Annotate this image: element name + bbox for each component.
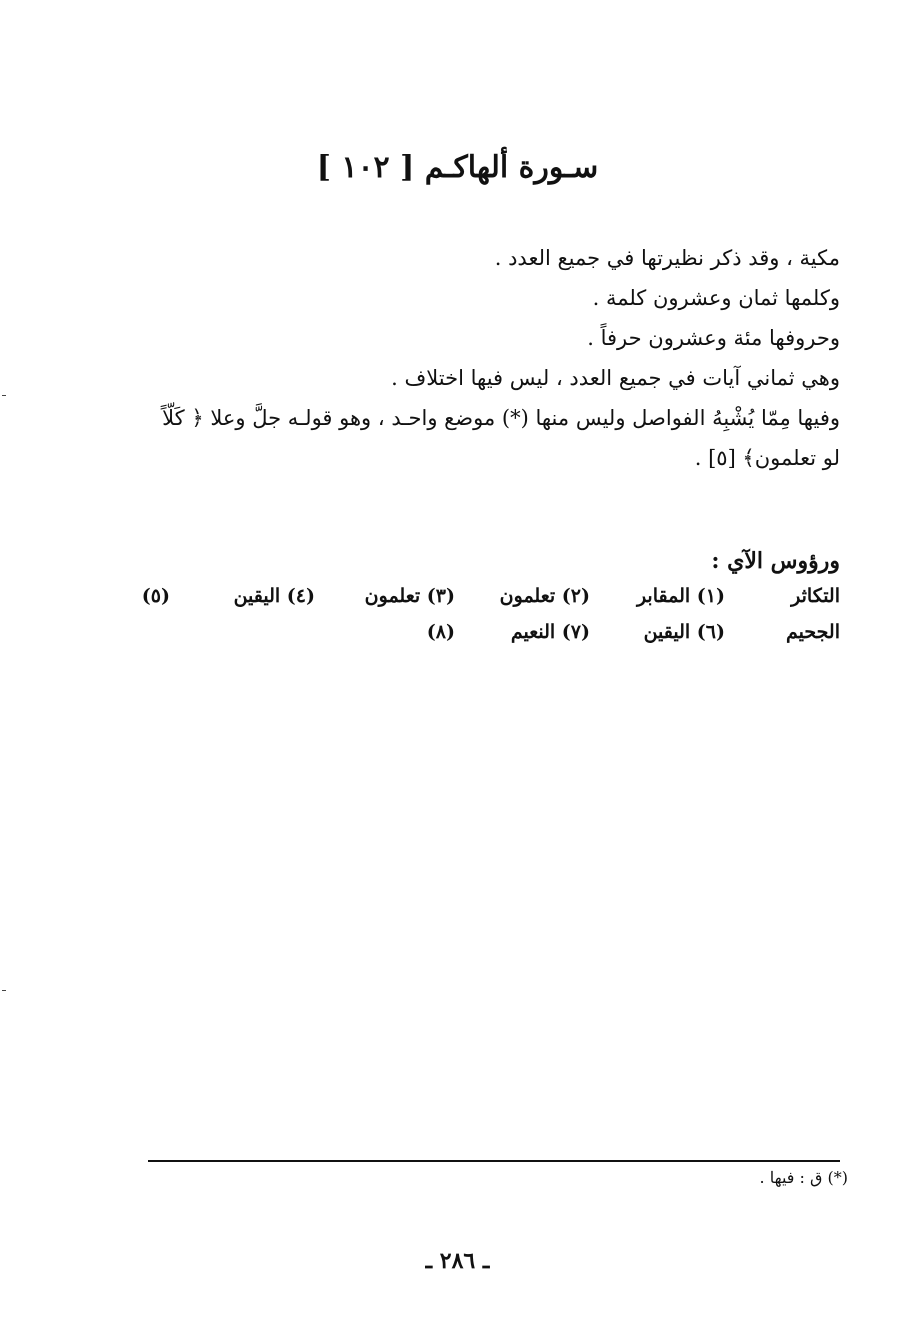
verse-head: (٣) تعلمون: [364, 585, 455, 607]
margin-mark: [2, 990, 6, 991]
verse-heads-row: [140, 621, 840, 657]
margin-mark: [2, 395, 6, 396]
verse-head: (٧) النعيم: [510, 621, 590, 643]
footnote-divider: [148, 1160, 840, 1162]
verse-head: التكاثر: [791, 585, 840, 607]
intro-line: وحروفها مئة وعشرون حرفاً .: [587, 326, 840, 350]
verse-head: (٤) اليقين: [233, 585, 315, 607]
verse-head: (١) المقابر: [636, 585, 725, 607]
intro-paragraph: [140, 238, 840, 478]
intro-line: وفيها مِمّا يُشْبِهُ الفواصل وليس منها (*) موضع واحـد ، وهو قولـه جلَّ وعلا ﴿ كَلّاً لو تعلمون﴾ [٥] .: [162, 406, 840, 470]
verse-heads-label: ورؤوس الآي :: [711, 548, 840, 574]
verse-head: الجحيم: [786, 621, 840, 643]
verse-head: (٥): [141, 585, 170, 607]
footnote: (*) ق : فيها .: [759, 1168, 848, 1187]
intro-line: مكية ، وقد ذكر نظيرتها في جميع العدد .: [494, 246, 840, 270]
surah-title: سـورة ألهاكـم [ ١٠٢ ]: [316, 150, 599, 185]
verse-heads-grid: [140, 585, 840, 657]
verse-head: (٦) اليقين: [643, 621, 725, 643]
verse-heads-row: [140, 585, 840, 621]
verse-head: (٢) تعلمون: [499, 585, 590, 607]
intro-line: وكلمها ثمان وعشرون كلمة .: [592, 286, 840, 310]
page-number: ـ ٢٨٦ ـ: [425, 1248, 490, 1274]
intro-line: وهي ثماني آيات في جميع العدد ، ليس فيها اختلاف .: [391, 366, 840, 390]
verse-head: (٨): [426, 621, 455, 643]
